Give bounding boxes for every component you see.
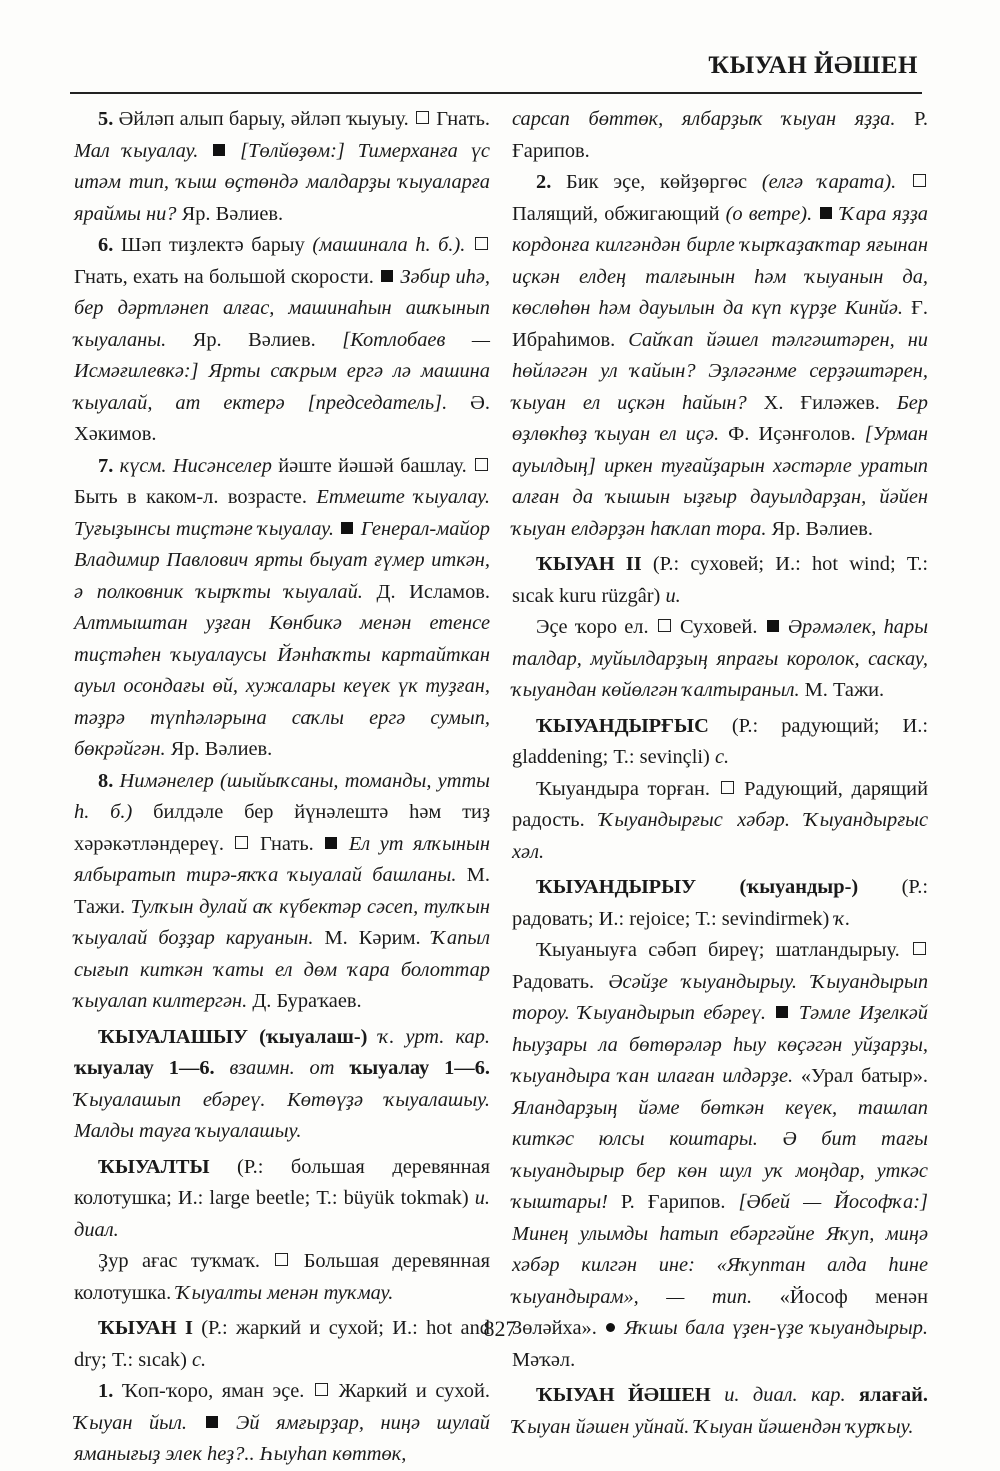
entry-kyuandyryu-sense [512, 935, 928, 1376]
example: Ҡыуалашып ебәреү. Көтөүҙә ҡыуалашыу. Малды тауға ҡыуалашыу. [74, 1088, 490, 1142]
russian-equivalent: Гнать. [430, 108, 490, 130]
usage-note: күсм. Нисәнселер [113, 454, 272, 477]
entry-kyuandyrgys [512, 711, 928, 774]
definition: Ҡыуаныуға сәбәп биреү; шатландырыу. [536, 939, 911, 961]
citation-author: Д. Исламов. [362, 580, 490, 603]
sense-8 [74, 766, 490, 1018]
citation: Ҡапыл сығып киткән ҡаты ел дөм ҡара болоттар ҡыуалап килтергән. [74, 927, 490, 1012]
entry-kyualashyu [74, 1022, 490, 1148]
usage-note: (елгә ҡарата). [761, 171, 897, 193]
citation-continued [512, 104, 928, 167]
russian-equivalent-marker [416, 111, 429, 124]
sense-5 [74, 104, 490, 230]
sense-number: 2. [536, 171, 552, 193]
headword: ҠЫУАНДЫРЫУ [536, 876, 697, 898]
left-column [74, 104, 490, 1471]
entry-kyualty [74, 1152, 490, 1247]
header-rule [70, 92, 922, 94]
grammar-label: ҡ. урт. кар. [367, 1025, 490, 1048]
grammar-label: с. [186, 1348, 207, 1371]
citation-marker [325, 837, 337, 849]
sense-number: 7. [98, 454, 114, 477]
russian-equivalent: Гнать, ехать на большой скорости. [74, 265, 380, 288]
citation-author: «Урал батыр». [793, 1065, 928, 1087]
proverb-source: Мәҡәл. [512, 1348, 576, 1371]
example: Ҡыуан йәшен уйнай. Ҡыуан йәшендән ҡурҡыу. [512, 1415, 914, 1438]
entry-kyuan-2-sense [512, 612, 928, 707]
citation-author: М. Кәрим. [313, 927, 432, 949]
sense-number: 6. [98, 234, 114, 256]
usage-note: (о ветре). [725, 202, 813, 225]
russian-equivalent-marker [315, 1383, 328, 1396]
definition: Әйләп алып барыу, әйләп ҡыуыу. [113, 108, 414, 130]
citation: [Котлобаев — Исмәғилевкә:] Ярты саҡрым ергә лә машина ҡыуалай, ат ектерә [председатель]. [74, 328, 490, 414]
headword: ҠЫУАНДЫРҒЫС [536, 714, 709, 737]
citation: Эй ямғырҙар, ниңә шулай яманығыҙ элек һеҙ?.. Һыуһап көттөк, [74, 1411, 490, 1465]
sense-6 [74, 230, 490, 451]
russian-equivalent: Суховей. [672, 616, 765, 638]
citation-author: Ғ. Ибраһимов. [512, 297, 928, 351]
example: Мал ҡыуалау. [74, 139, 199, 162]
usage-note: Нимәнелер (шыйыҡсаны, томанды, утты һ. б.) [74, 769, 490, 823]
russian-equivalent-marker [913, 942, 926, 955]
page-number: 827 [483, 1316, 517, 1341]
citation: Зәбир иһә, бер дәртләнеп алғас, машинаһын ашҡынып ҡыуаланы. [74, 265, 490, 351]
definition: билдәле бер йүнәлештә һәм тиҙ хәрәкәтләндереү. [74, 801, 490, 855]
citation: Ҡара яҙҙа кордонға килгәндән бирле ҡырҡаҙаҡтар яғынан иҫкән елдең талғынын һәм ҡыуанын да, көслөһөн һәм дауылын да күп күрҙе Кинйә. [512, 202, 928, 319]
headword: ҠЫУАЛТЫ [98, 1155, 210, 1178]
citation-author: Х. Ғиләжев. [746, 391, 897, 414]
citation-marker [767, 620, 779, 632]
example: Ҡыуандырғыс хәбәр. Ҡыуандырғыс хәл. [512, 809, 929, 863]
proverb: Яҡшы бала үҙен-үҙе ҡыуандырыр. [617, 1317, 929, 1339]
example: Ҡыуалты менән туҡмау. [176, 1281, 394, 1304]
russian-equivalent: Большая деревянная колотушка. [74, 1250, 490, 1304]
grammar-label: кар. [797, 1384, 846, 1406]
citation-author: Ф. Иҫәнғолов. [719, 423, 865, 445]
citation: [Урман ауылдың] иркен туғайҙарын хәстәрле уратып алған да ҡышын ыҙғыр дауылдарҙан, йәйен ҡыуан елдәрҙән һаҡлап тора. [512, 423, 929, 540]
citation: Ел ут ялҡынын ялбыратып тирә-яҡҡа ҡыуалай башланы. [74, 832, 490, 886]
entry-kyuandyrgys-sense [512, 774, 928, 869]
russian-equivalent-marker [475, 458, 488, 471]
grammar-label: с. [709, 746, 730, 768]
citation-author: Р. Ғарипов. [607, 1191, 739, 1213]
definition: Ҡыуандыра торған. [536, 777, 719, 800]
sense-number: 8. [98, 769, 114, 792]
russian-equivalent: Радующий, дарящий радость. [512, 777, 928, 831]
russian-equivalent-marker [658, 619, 671, 632]
citation-author: «Йософ менән Зөләйха». [512, 1285, 928, 1339]
grammar-label: и. [660, 584, 681, 607]
citation-marker [381, 270, 393, 282]
russian-equivalent: Палящий, обжигающий [512, 202, 726, 225]
citation-marker [776, 1006, 788, 1018]
example: Әсәйҙе ҡыуандырыу. Ҡыуандырып тороу. Ҡыуандырып ебәреү. [512, 970, 929, 1024]
grammar-label: взаимн. от [214, 1057, 335, 1079]
cross-reference: ялағай. [845, 1384, 928, 1406]
citation: Бер өҙлөкһөҙ ҡыуан ел иҫә. [512, 391, 929, 445]
citation: [Әбей — Йософҡа:] Минең улымды һатып ебәргәйне Яҡуп, миңә хәбәр килгән ине: «Яҡуптан алда һине ҡыуандырам», — тип. [512, 1191, 928, 1308]
citation-author: Ә. Хәкимов. [74, 391, 491, 445]
citation: Тәмле Иҙелкәй һыуҙары ла бөтөрәләр һыу көҫәгән уйҙарҙы, ҡыуандыра ҡан илаған илдәрҙе. [512, 1002, 928, 1087]
entry-kyuan-1-sense-1 [74, 1376, 490, 1471]
entry-kyuan-1-sense-2 [512, 167, 928, 545]
example: Ҡыуан йыл. [74, 1411, 187, 1434]
running-head: ҠЫУАН ЙӘШЕН [708, 52, 918, 79]
citation: Яландарҙың йәме бөткән кеүек, ташлап киткәс юлсы коштары. Ә бит тағы ҡыуандырыр бер көн шул уҡ моңдар, уткәс ҡыштары! [512, 1096, 928, 1213]
headword: ҠЫУАН I [98, 1317, 193, 1339]
definition: Ҡоп-ҡоро, яман эҫе. [113, 1380, 313, 1402]
citation-author: Р. Ғарипов. [512, 108, 928, 162]
translations: (Р.: большая деревянная колотушка; И.: large beetle; Т.: büyük tokmak) [74, 1155, 490, 1209]
citation: Әрәмәлек, һары талдар, муйылдарҙың япрағы королок, саскау, ҡыуандан көйөлгән ҡалтыраныл. [512, 616, 928, 701]
headword: ҠЫУАН II [536, 553, 642, 575]
citation-marker [820, 207, 832, 219]
stem: (ҡыуалаш-) [248, 1025, 368, 1048]
citation-author: Яр. Вәлиев. [766, 517, 874, 540]
sense-number: 1. [98, 1380, 114, 1402]
citation-marker [206, 1416, 218, 1428]
citation-author: Яр. Вәлиев. [176, 202, 284, 225]
citation: [Төлйөҙөм:] Тимерханға үс итәм тип, ҡыш өҫтөндә малдарҙы ҡыуаларға яраймы ни? [74, 139, 490, 225]
citation: Алтмыштан уҙған Көнбикә менән етенсе тиҫтәһен ҡыуалаусы Йәнһаҡты картайткан ауыл осондағы өй, хужалары кеүек үк туҙған, тәҙрә түпһәләрына саҡлы ергә сумып, бөкрәйгән. [74, 612, 490, 760]
translations: (Р.: жаркий и сухой; И.: hot and dry; Т.: sıcak) [74, 1317, 490, 1371]
definition: Ҙур ағас туҡмаҡ. [98, 1250, 274, 1272]
russian-equivalent-marker [235, 836, 248, 849]
russian-equivalent: Жаркий и сухой. [329, 1380, 490, 1402]
cross-reference: ҡыуалау 1—6. [334, 1057, 490, 1079]
example: Етмеште ҡыуалау. Туғыҙынсы тиҫтәне ҡыуалау. [74, 486, 490, 540]
citation-marker [213, 144, 225, 156]
citation: сарсап бөттөк, ялбарҙыҡ ҡыуан яҙҙа. [512, 108, 896, 130]
right-column [512, 104, 928, 1443]
definition: Эҫе ҡоро ел. [536, 616, 656, 638]
headword: ҠЫУАЛАШЫУ [98, 1025, 249, 1048]
entry-kyualty-sense [74, 1246, 490, 1309]
citation-marker [341, 522, 353, 534]
translations: (Р.: радовать; И.: rejoice; Т.: sevindirmek) [512, 876, 928, 930]
cross-reference: ҡыуалау 1—6. [74, 1057, 215, 1079]
citation-author: М. Тажи. [799, 679, 885, 701]
translations: (Р.: радующий; И.: gladdening; Т.: sevinçli) [512, 714, 928, 768]
headword: ҠЫУАН ЙӘШЕН [536, 1384, 711, 1406]
russian-equivalent: Радовать. [512, 970, 609, 993]
russian-equivalent-marker [475, 237, 488, 250]
definition: йәште йәшәй башлау. [271, 454, 473, 477]
citation: Сайҡап йәшел тәлгәштәрен, ни һөйләгән ул ҡайын? Эҙләгәнме серҙәштәрен, ҡыуан ел иҫкән һайын? [512, 328, 928, 414]
russian-equivalent-marker [275, 1253, 288, 1266]
citation-author: Яр. Вәлиев. [166, 328, 343, 351]
grammar-label: и. диал. [710, 1384, 798, 1406]
grammar-label: и. диал. [74, 1187, 491, 1241]
sense-7 [74, 451, 490, 766]
russian-equivalent-marker [913, 174, 926, 187]
entry-kyuan-2 [512, 549, 928, 612]
citation-author: Д. Бураҡаев. [247, 990, 362, 1012]
citation-author: Яр. Вәлиев. [165, 738, 273, 760]
citation-author: М. Тажи. [74, 864, 491, 918]
russian-equivalent-marker [721, 781, 734, 794]
sense-number: 5. [98, 108, 114, 130]
russian-equivalent: Гнать. [250, 832, 324, 855]
citation: Тулҡын дулай аҡ күбектәр сәсеп, тулҡын ҡыуалай боҙҙар каруанын. [74, 895, 490, 949]
grammar-label: ҡ. [829, 907, 851, 930]
usage-note: (машинала һ. б.). [312, 234, 466, 256]
citation: Генерал-майор Владимир Павлович ярты быуат ғүмер иткән, ә полковник ҡырҡты ҡыуалай. [74, 517, 490, 603]
translations: (Р.: суховей; И.: hot wind; Т.: sıcak kuru rüzgâr) [512, 553, 928, 607]
definition: Бик эҫе, көйҙөргөс [551, 171, 762, 193]
entry-kyuandyryu [512, 872, 928, 935]
definition: Шәп тиҙлектә барыу [113, 234, 313, 256]
stem: (ҡыуандыр-) [696, 876, 859, 898]
russian-equivalent: Быть в каком-л. возрасте. [74, 486, 317, 508]
